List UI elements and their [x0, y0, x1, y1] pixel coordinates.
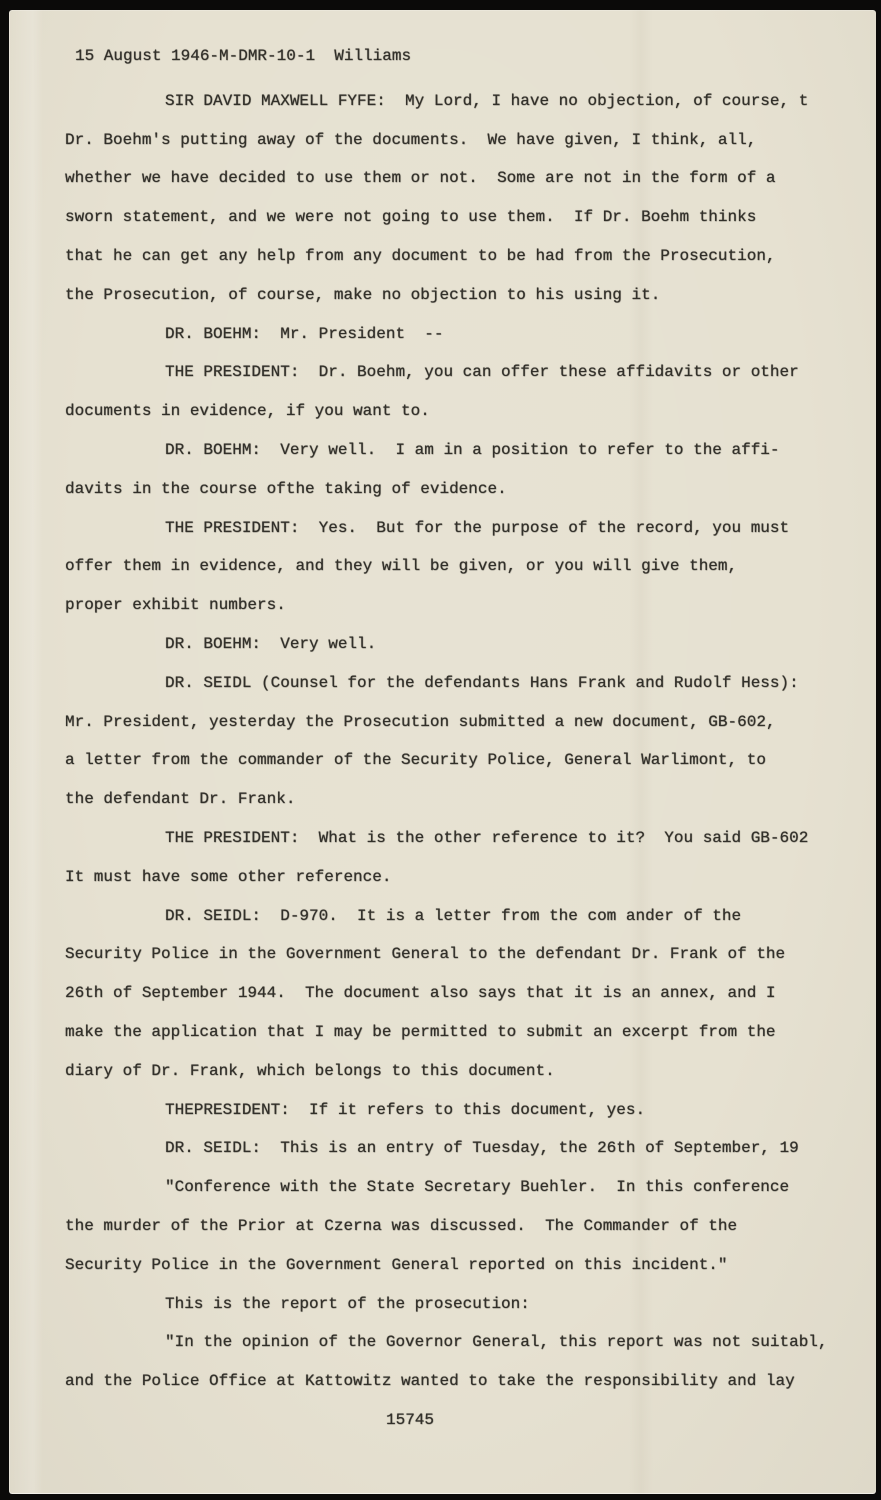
document-line: diary of Dr. Frank, which belongs to this document.: [65, 1061, 555, 1080]
document-line: Dr. Boehm's putting away of the documents. We have given, I think, all,: [65, 130, 757, 149]
document-line: THE PRESIDENT: Yes. But for the purpose of the record, you must: [165, 518, 790, 537]
document-line: "Conference with the State Secretary Buehler. In this conference: [165, 1178, 790, 1197]
document-line: DR. SEIDL: This is an entry of Tuesday, the 26th of September, 19: [165, 1139, 799, 1158]
document-line: a letter from the commander of the Security Police, General Warlimont, to: [65, 751, 766, 770]
document-line: DR. SEIDL: D-970. It is a letter from the com ander of the: [165, 906, 742, 925]
document-header: 15 August 1946-M-DMR-10-1 Williams: [75, 47, 412, 65]
document-line: that he can get any help from any document to be had from the Prosecution,: [65, 246, 776, 265]
document-line: Security Police in the Government General reported on this incident.": [65, 1255, 728, 1274]
document-line: offer them in evidence, and they will be given, or you will give them,: [65, 557, 738, 576]
document-line: Security Police in the Government General to the defendant Dr. Frank of the: [65, 945, 786, 964]
document-line: THE PRESIDENT: Dr. Boehm, you can offer these affidavits or other: [165, 363, 799, 382]
document-line: Mr. President, yesterday the Prosecution submitted a new document, GB-602,: [65, 712, 776, 731]
transcript-body: [65, 91, 835, 1410]
document-line: DR. SEIDL (Counsel for the defendants Hans Frank and Rudolf Hess):: [165, 673, 799, 692]
document-line: and the Police Office at Kattowitz wanted to take the responsibility and lay: [65, 1372, 795, 1391]
document-line: the murder of the Prior at Czerna was discussed. The Commander of the: [65, 1216, 738, 1235]
document-line: sworn statement, and we were not going to use them. If Dr. Boehm thinks: [65, 208, 757, 227]
document-line: make the application that I may be permitted to submit an excerpt from the: [65, 1022, 776, 1041]
document-line: whether we have decided to use them or not. Some are not in the form of a: [65, 169, 776, 188]
document-line: 26th of September 1944. The document also says that it is an annex, and I: [65, 984, 776, 1003]
document-line: This is the report of the prosecution:: [165, 1294, 530, 1313]
document-line: SIR DAVID MAXWELL FYFE: My Lord, I have no objection, of course, t: [165, 91, 809, 110]
document-page: [9, 10, 876, 1494]
document-line: THE PRESIDENT: What is the other reference to it? You said GB-602: [165, 828, 809, 847]
document-line: It must have some other reference.: [65, 867, 392, 886]
document-line: the defendant Dr. Frank.: [65, 790, 296, 809]
transcript-content: [65, 46, 835, 1449]
document-line: THEPRESIDENT: If it refers to this document, yes.: [165, 1100, 646, 1119]
page-number: 15745: [385, 1410, 434, 1429]
document-line: DR. BOEHM: Mr. President --: [165, 324, 444, 343]
document-line: DR. BOEHM: Very well. I am in a position to refer to the affi-: [165, 440, 780, 459]
document-line: proper exhibit numbers.: [65, 596, 286, 615]
document-line: "In the opinion of the Governor General, this report was not suitabl,: [165, 1333, 828, 1352]
document-line: documents in evidence, if you want to.: [65, 402, 430, 421]
document-line: DR. BOEHM: Very well.: [165, 634, 377, 653]
document-line: davits in the course ofthe taking of evidence.: [65, 479, 507, 498]
document-line: the Prosecution, of course, make no objection to his using it.: [65, 285, 661, 304]
